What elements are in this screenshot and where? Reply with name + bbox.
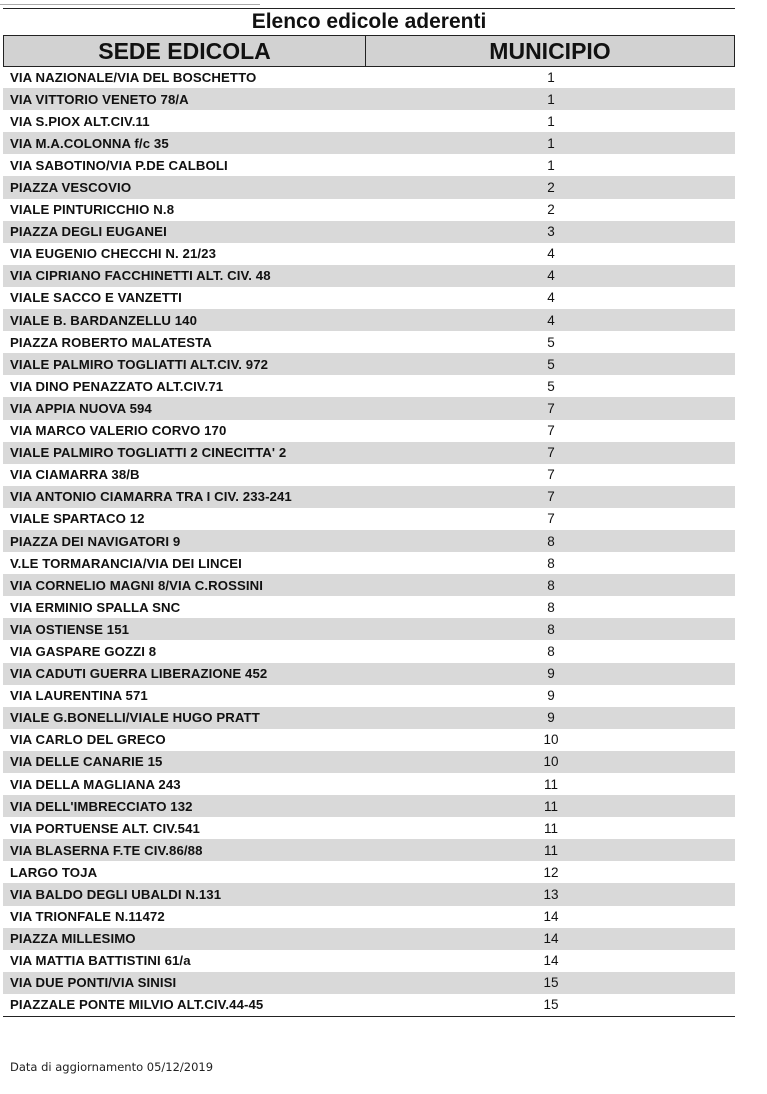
bottom-rule (3, 1016, 735, 1017)
table-row (3, 110, 735, 132)
table-row (3, 552, 735, 574)
document-title: Elenco edicole aderenti (251, 10, 487, 33)
table-row (3, 309, 735, 331)
cell-sede-edicola: PIAZZA ROBERTO MALATESTA (10, 334, 212, 350)
table-row (3, 154, 735, 176)
table-row (3, 375, 735, 397)
cell-sede-edicola: PIAZZA VESCOVIO (10, 180, 132, 196)
cell-municipio: 10 (543, 732, 559, 748)
table-row (3, 420, 735, 442)
table-row (3, 199, 735, 221)
cell-municipio: 14 (543, 909, 559, 925)
cell-sede-edicola: VIA DELL'IMBRECCIATO 132 (10, 798, 193, 814)
cell-sede-edicola: LARGO TOJA (10, 864, 98, 880)
cell-municipio: 5 (547, 378, 555, 394)
cell-municipio: 4 (547, 312, 555, 328)
table-row (3, 817, 735, 839)
cell-municipio: 7 (547, 467, 555, 483)
table-row (3, 707, 735, 729)
cell-municipio: 13 (543, 887, 559, 903)
table-row (3, 265, 735, 287)
cell-sede-edicola: PIAZZA MILLESIMO (10, 931, 136, 947)
table-row (3, 795, 735, 817)
table-row (3, 353, 735, 375)
cell-sede-edicola: VIA APPIA NUOVA 594 (10, 400, 152, 416)
cell-sede-edicola: VIA ERMINIO SPALLA SNC (10, 599, 181, 615)
table-row (3, 618, 735, 640)
cell-sede-edicola: VIA BLASERNA F.TE CIV.86/88 (10, 842, 203, 858)
table-row (3, 640, 735, 662)
cell-municipio: 2 (547, 202, 555, 218)
cell-municipio: 9 (547, 666, 555, 682)
table-row (3, 486, 735, 508)
cell-municipio: 1 (547, 69, 555, 85)
cell-municipio: 8 (547, 599, 555, 615)
cell-sede-edicola: VIALE SACCO E VANZETTI (10, 290, 182, 306)
table-row (3, 66, 735, 88)
cell-municipio: 8 (547, 621, 555, 637)
cell-sede-edicola: VIA TRIONFALE N.11472 (10, 909, 165, 925)
cell-sede-edicola: PIAZZALE PONTE MILVIO ALT.CIV.44-45 (10, 997, 264, 1013)
cell-municipio: 9 (547, 710, 555, 726)
cell-municipio: 7 (547, 423, 555, 439)
cell-municipio: 7 (547, 489, 555, 505)
cell-municipio: 14 (543, 953, 559, 969)
cell-municipio: 11 (543, 798, 558, 814)
cell-municipio: 1 (547, 135, 555, 151)
cell-municipio: 10 (543, 754, 559, 770)
cell-sede-edicola: VIA LAURENTINA 571 (10, 688, 148, 704)
column-header-sede: SEDE EDICOLA (4, 36, 366, 66)
cell-sede-edicola: VIA M.A.COLONNA f/c 35 (10, 135, 169, 151)
table-row (3, 950, 735, 972)
cell-sede-edicola: VIA CORNELIO MAGNI 8/VIA C.ROSSINI (10, 577, 264, 593)
cell-sede-edicola: VIA NAZIONALE/VIA DEL BOSCHETTO (10, 69, 257, 85)
cell-sede-edicola: VIA DELLA MAGLIANA 243 (10, 776, 181, 792)
cell-municipio: 7 (547, 400, 555, 416)
table-header (3, 35, 735, 67)
cell-sede-edicola: VIA OSTIENSE 151 (10, 621, 130, 637)
cell-municipio: 5 (547, 334, 555, 350)
table-row (3, 530, 735, 552)
cell-sede-edicola: VIALE PALMIRO TOGLIATTI ALT.CIV. 972 (10, 356, 269, 372)
cell-sede-edicola: VIA PORTUENSE ALT. CIV.541 (10, 820, 200, 836)
cell-sede-edicola: VIA MARCO VALERIO CORVO 170 (10, 423, 227, 439)
table-row (3, 176, 735, 198)
table-row (3, 663, 735, 685)
cell-municipio: 7 (547, 445, 555, 461)
update-date: Data di aggiornamento 05/12/2019 (10, 1060, 214, 1074)
table-row (3, 508, 735, 530)
cell-municipio: 5 (547, 356, 555, 372)
cell-municipio: 2 (547, 180, 555, 196)
cell-sede-edicola: VIA BALDO DEGLI UBALDI N.131 (10, 887, 222, 903)
table-row (3, 751, 735, 773)
cell-municipio: 4 (547, 268, 555, 284)
table-row (3, 88, 735, 110)
cell-sede-edicola: VIALE SPARTACO 12 (10, 511, 145, 527)
cell-municipio: 8 (547, 533, 555, 549)
cell-municipio: 15 (543, 975, 559, 991)
cell-municipio: 11 (543, 842, 558, 858)
cell-sede-edicola: PIAZZA DEGLI EUGANEI (10, 224, 167, 240)
cell-sede-edicola: VIA DINO PENAZZATO ALT.CIV.71 (10, 378, 224, 394)
cell-sede-edicola: VIA VITTORIO VENETO 78/A (10, 91, 189, 107)
cell-sede-edicola: VIA MATTIA BATTISTINI 61/a (10, 953, 191, 969)
cell-sede-edicola: VIA CIPRIANO FACCHINETTI ALT. CIV. 48 (10, 268, 271, 284)
cell-sede-edicola: VIA DELLE CANARIE 15 (10, 754, 163, 770)
table-row (3, 397, 735, 419)
cell-municipio: 15 (543, 997, 559, 1013)
table-row (3, 574, 735, 596)
cell-sede-edicola: VIA EUGENIO CHECCHI N. 21/23 (10, 246, 217, 262)
table-row (3, 972, 735, 994)
table-body (3, 66, 735, 1016)
cell-municipio: 1 (547, 91, 555, 107)
table-row (3, 839, 735, 861)
cell-sede-edicola: VIA CIAMARRA 38/B (10, 467, 140, 483)
cell-municipio: 4 (547, 246, 555, 262)
table-row (3, 883, 735, 905)
cell-municipio: 1 (547, 157, 555, 173)
cell-sede-edicola: VIA CARLO DEL GRECO (10, 732, 166, 748)
cell-sede-edicola: VIA CADUTI GUERRA LIBERAZIONE 452 (10, 666, 268, 682)
cell-sede-edicola: VIALE G.BONELLI/VIALE HUGO PRATT (10, 710, 260, 726)
cell-sede-edicola: PIAZZA DEI NAVIGATORI 9 (10, 533, 181, 549)
table-row (3, 861, 735, 883)
cell-municipio: 4 (547, 290, 555, 306)
table-row (3, 906, 735, 928)
cell-municipio: 8 (547, 577, 555, 593)
cell-municipio: 12 (543, 864, 559, 880)
cell-sede-edicola: VIA DUE PONTI/VIA SINISI (10, 975, 177, 991)
table-row (3, 685, 735, 707)
cell-municipio: 9 (547, 688, 555, 704)
cell-sede-edicola: VIA GASPARE GOZZI 8 (10, 643, 157, 659)
cell-sede-edicola: VIA S.PIOX ALT.CIV.11 (10, 113, 150, 129)
cell-sede-edicola: VIALE PINTURICCHIO N.8 (10, 202, 175, 218)
cell-sede-edicola: VIALE PALMIRO TOGLIATTI 2 CINECITTA' 2 (10, 445, 287, 461)
cell-municipio: 7 (547, 511, 555, 527)
table-row (3, 221, 735, 243)
cell-municipio: 11 (543, 776, 558, 792)
cell-municipio: 3 (547, 224, 555, 240)
table-row (3, 773, 735, 795)
table-row (3, 596, 735, 618)
table-row (3, 442, 735, 464)
cell-municipio: 8 (547, 555, 555, 571)
table-row (3, 287, 735, 309)
cell-municipio: 14 (543, 931, 559, 947)
table-row (3, 464, 735, 486)
cell-sede-edicola: VIA SABOTINO/VIA P.DE CALBOLI (10, 157, 228, 173)
table-row (3, 132, 735, 154)
table-row (3, 243, 735, 265)
cell-sede-edicola: V.LE TORMARANCIA/VIA DEI LINCEI (10, 555, 242, 571)
column-header-municipio: MUNICIPIO (489, 38, 611, 64)
table-row (3, 331, 735, 353)
table-row (3, 994, 735, 1016)
table-row (3, 928, 735, 950)
top-rule (3, 8, 735, 9)
cell-sede-edicola: VIA ANTONIO CIAMARRA TRA I CIV. 233-241 (10, 489, 292, 505)
cell-municipio: 1 (547, 113, 555, 129)
cell-sede-edicola: VIALE B. BARDANZELLU 140 (10, 312, 198, 328)
top-crop-edge (0, 0, 260, 5)
cell-municipio: 11 (543, 820, 558, 836)
table-row (3, 729, 735, 751)
cell-municipio: 8 (547, 643, 555, 659)
